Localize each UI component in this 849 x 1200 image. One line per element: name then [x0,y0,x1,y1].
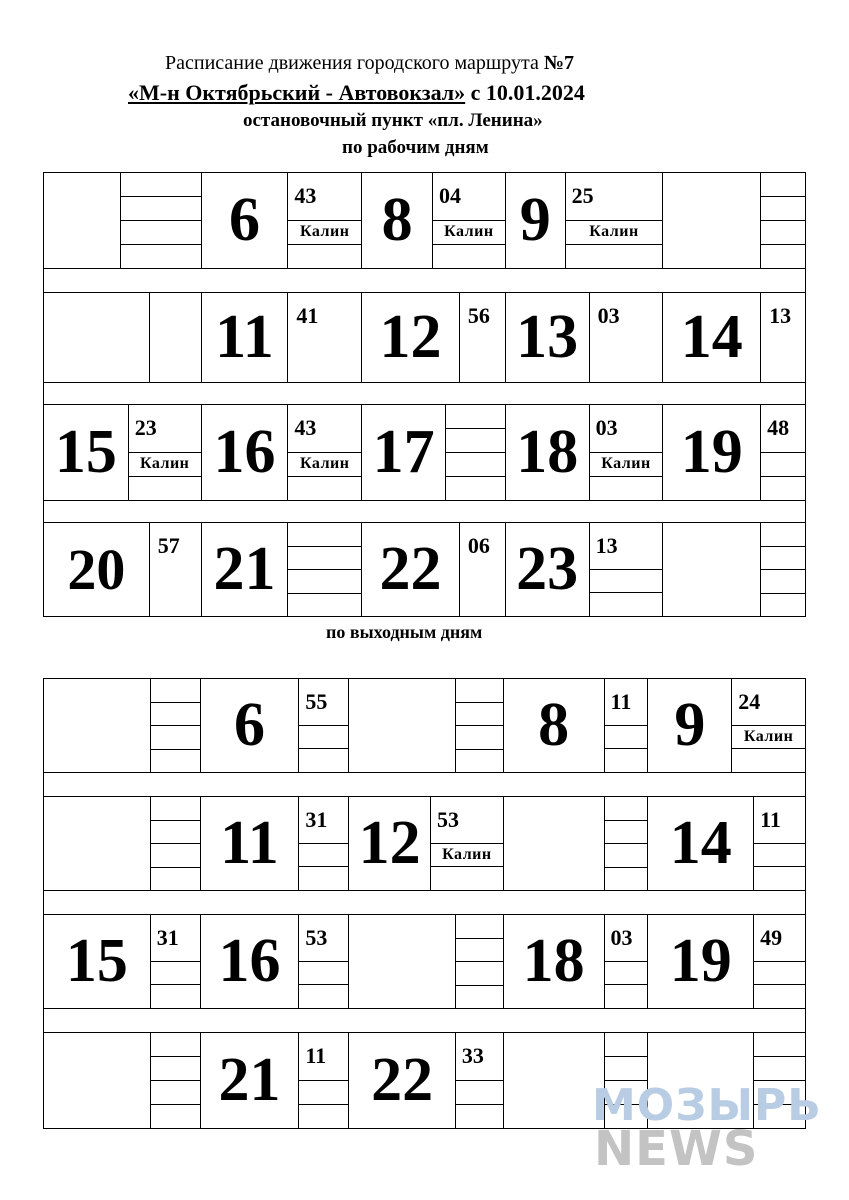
hour-cell: 20 [44,523,150,616]
hour-cell: 16 [202,405,289,500]
minutes-cell [151,915,201,1008]
empty-slot [605,844,648,868]
table-row [44,523,805,616]
minute-value: Калин [566,221,663,245]
empty-slot [299,1081,348,1105]
empty-slot [761,477,805,500]
empty-slot [299,867,348,890]
empty-slot [761,523,805,547]
empty-slot [288,594,361,617]
hour-cell: 14 [663,293,761,382]
minutes-cell [754,915,805,1008]
empty-slot [754,844,805,868]
minutes-cell [151,679,201,772]
empty-slot [605,797,648,821]
minute-value: 11 [605,679,648,726]
hour-cell: 11 [201,797,300,890]
empty-slot [299,726,348,750]
empty-cell [349,679,456,772]
empty-slot [605,1033,648,1057]
empty-slot [151,821,200,845]
minutes-cell [732,679,805,772]
minutes-cell [151,1033,201,1128]
empty-slot [605,962,648,986]
empty-slot [456,962,503,986]
empty-slot [590,570,663,594]
empty-slot [446,477,505,500]
row-separator [44,1009,805,1033]
minutes-cell [431,797,504,890]
minutes-cell [566,173,664,268]
minutes-cell [460,293,506,382]
minutes-cell [288,405,362,500]
table-row [44,797,805,891]
minute-value: 53 [431,797,503,844]
row-separator [44,891,805,915]
hour-cell: 9 [506,173,566,268]
minute-value: 06 [467,533,490,558]
weekends-heading: по выходным дням [326,622,483,642]
schedule-title: Расписание движения городского маршрута №7 [165,52,575,74]
minute-value: 49 [754,915,805,962]
watermark-line2: NEWS [594,1120,759,1177]
minute-value: 56 [467,303,490,328]
hour-cell: 22 [362,523,460,616]
minutes-cell [605,915,649,1008]
minute-value: 41 [296,303,319,328]
minutes-cell [761,173,805,268]
empty-slot [605,726,648,750]
empty-slot [761,173,805,197]
minutes-cell [288,173,362,268]
minute-value: 11 [754,797,805,844]
route-name: «М-н Октябрьский - Автовокзал» [128,80,466,105]
empty-slot [732,749,805,772]
hour-cell: 13 [506,293,590,382]
hour-cell: 6 [201,679,300,772]
minute-value: 03 [590,405,663,453]
row-separator [44,269,805,293]
minute-value: Калин [433,221,505,245]
empty-slot [433,245,505,268]
empty-slot [754,867,805,890]
minutes-cell [433,173,506,268]
empty-slot [151,750,200,773]
minute-value: 04 [433,173,505,221]
minutes-cell [761,293,805,382]
empty-slot [754,962,805,986]
watermark-line1: МОЗЫРЬ [592,1080,822,1131]
watermark-logo [592,1080,822,1177]
empty-cell [44,293,150,382]
minute-value: Калин [288,221,361,245]
empty-slot [605,749,648,772]
minute-value: 23 [129,405,201,453]
minutes-cell [151,797,201,890]
minute-value: Калин [732,726,805,750]
minute-value: 13 [769,303,792,328]
empty-slot [446,405,505,429]
minutes-cell [460,523,506,616]
minute-value: 48 [761,405,805,453]
empty-slot [456,703,503,727]
empty-slot [151,703,200,727]
empty-slot [590,477,663,500]
hour-cell: 21 [202,523,289,616]
empty-cell [44,679,151,772]
empty-slot [299,1105,348,1128]
empty-slot [288,547,361,571]
minute-value: 55 [299,679,348,726]
empty-slot [761,221,805,245]
minutes-cell [456,1033,504,1128]
minutes-cell [605,797,649,890]
empty-slot [761,547,805,571]
minutes-cell [299,679,349,772]
minutes-cell [761,405,805,500]
hour-cell: 19 [663,405,761,500]
empty-slot [446,429,505,453]
route-number: №7 [543,52,575,74]
minutes-cell [590,293,664,382]
minutes-cell [761,523,805,616]
empty-slot [151,1057,200,1081]
empty-slot [761,197,805,221]
minutes-cell [288,293,362,382]
empty-cell [44,173,121,268]
empty-slot [151,726,200,750]
hour-cell: 19 [648,915,754,1008]
minute-value: 24 [732,679,805,726]
minutes-cell [456,679,504,772]
empty-slot [754,1057,805,1081]
minute-value: 31 [299,797,348,844]
empty-cell [44,1033,151,1128]
minutes-cell [129,405,202,500]
table-row [44,293,805,383]
empty-cell [663,173,761,268]
empty-slot [605,868,648,891]
minute-value: 43 [288,173,361,221]
minutes-cell [299,915,349,1008]
minutes-cell [456,915,504,1008]
empty-slot [605,1057,648,1081]
minute-value: 11 [299,1033,348,1081]
table-row [44,173,805,269]
hour-cell: 11 [202,293,289,382]
empty-slot [299,962,348,986]
empty-slot [299,985,348,1008]
empty-slot [121,197,201,221]
empty-slot [121,173,201,197]
empty-slot [121,221,201,245]
route-line [128,80,585,106]
minutes-cell [590,405,664,500]
hour-cell: 8 [504,679,605,772]
empty-slot [761,453,805,477]
minutes-cell [590,523,664,616]
empty-cell [663,523,761,616]
minute-value: 25 [566,173,663,221]
empty-slot [151,797,200,821]
hour-cell: 17 [362,405,446,500]
table-row [44,915,805,1009]
empty-slot [288,245,361,268]
row-separator [44,383,805,405]
hour-cell: 23 [506,523,590,616]
minute-value: Калин [288,453,361,477]
empty-slot [151,962,200,986]
minute-value: 31 [151,915,200,962]
empty-cell [349,915,456,1008]
minute-value: 33 [456,1033,503,1081]
minute-value: 57 [157,533,180,558]
empty-slot [288,523,361,547]
weekday-timetable [43,172,806,617]
minutes-cell [446,405,506,500]
empty-slot [456,939,503,963]
minute-value: Калин [129,453,201,477]
minutes-cell [299,1033,349,1128]
empty-slot [121,245,201,268]
minutes-cell [150,523,202,616]
hour-cell: 15 [44,915,151,1008]
hour-cell: 16 [201,915,300,1008]
empty-slot [151,985,200,1008]
empty-slot [566,245,663,268]
empty-slot [754,1033,805,1057]
minute-value: 03 [597,303,620,328]
empty-slot [129,477,201,500]
hour-cell: 18 [504,915,605,1008]
minutes-cell [121,173,202,268]
empty-slot [151,844,200,868]
empty-slot [299,844,348,868]
hour-cell: 18 [506,405,590,500]
minutes-cell [754,797,805,890]
empty-slot [605,985,648,1008]
empty-slot [456,1081,503,1105]
empty-slot [151,1081,200,1105]
empty-cell [504,797,605,890]
empty-slot [446,453,505,477]
weekdays-heading: по рабочим дням [342,137,489,158]
minute-value: 53 [299,915,348,962]
empty-cell [504,1033,605,1128]
row-separator [44,773,805,797]
empty-cell [44,797,151,890]
hour-cell: 9 [648,679,732,772]
minute-value: Калин [431,844,503,868]
hour-cell: 15 [44,405,129,500]
minutes-cell [299,797,349,890]
hour-cell: 12 [362,293,460,382]
empty-slot [456,750,503,773]
empty-slot [456,726,503,750]
empty-slot [754,985,805,1008]
empty-slot [456,986,503,1009]
minute-value: 43 [288,405,361,453]
empty-slot [605,821,648,845]
empty-slot [761,570,805,594]
hour-cell: 21 [201,1033,300,1128]
hour-cell: 22 [349,1033,456,1128]
empty-slot [456,679,503,703]
minutes-cell [605,679,649,772]
effective-date: с 10.01.2024 [465,80,585,105]
stop-name: остановочный пункт «пл. Ленина» [243,110,543,131]
empty-slot [151,1105,200,1128]
table-row [44,679,805,773]
empty-slot [761,245,805,268]
empty-slot [288,477,361,500]
row-separator [44,501,805,523]
empty-slot [456,1105,503,1128]
empty-slot [151,1033,200,1057]
empty-slot [431,867,503,890]
empty-slot [288,570,361,594]
empty-slot [761,594,805,617]
empty-slot [590,593,663,616]
hour-cell: 8 [362,173,433,268]
minute-value: 03 [605,915,648,962]
hour-cell: 6 [202,173,289,268]
hour-cell: 14 [648,797,754,890]
minutes-cell [288,523,362,616]
minute-value: 13 [590,523,663,570]
table-row [44,405,805,501]
minute-value: Калин [590,453,663,477]
empty-slot [151,679,200,703]
empty-slot [151,868,200,891]
empty-cell [150,293,202,382]
hour-cell: 12 [349,797,431,890]
empty-slot [299,749,348,772]
weekend-timetable [43,678,806,1129]
empty-slot [456,915,503,939]
